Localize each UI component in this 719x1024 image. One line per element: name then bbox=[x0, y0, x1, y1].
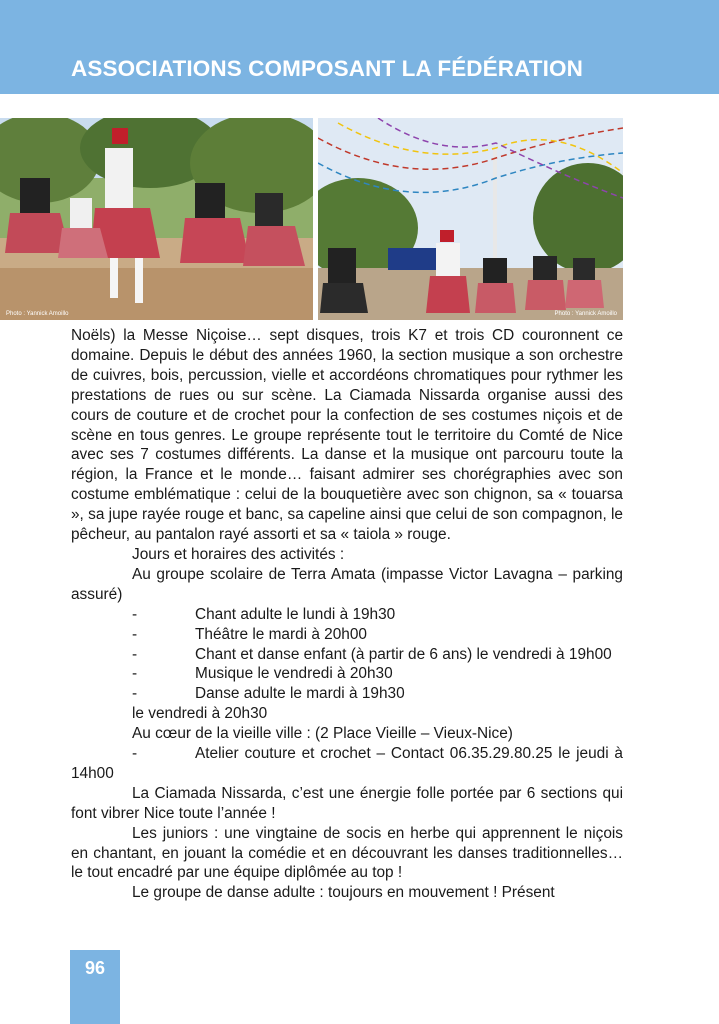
page-number-box bbox=[70, 950, 120, 1024]
list-item bbox=[71, 645, 623, 665]
list-dash: - bbox=[132, 605, 138, 623]
paragraph: Les juniors : une vingtaine de socis en herbe qui apprennent le niçois en chantant, en jouant la comédie et en découvrant les danses traditionnelles… le tout encadré par une équipe diplômée au top ! bbox=[71, 824, 623, 882]
location-vieux-nice: Au cœur de la vieille ville : (2 Place Vieille – Vieux-Nice) bbox=[132, 725, 513, 743]
page-header bbox=[0, 0, 719, 94]
location-terra-amata: Au groupe scolaire de Terra Amata (impasse Victor Lavagna – parking assuré) bbox=[71, 565, 623, 603]
list-item-text: Atelier couture et crochet – Contact 06.35.29.80.25 le jeudi à 14h00 bbox=[71, 745, 623, 782]
dancers-photo bbox=[0, 118, 313, 320]
list-item bbox=[71, 664, 623, 684]
list-item-continuation: le vendredi à 20h30 bbox=[132, 705, 268, 723]
list-dash: - bbox=[132, 625, 138, 643]
photo-credit: Photo : Yannick Amoillo bbox=[554, 311, 617, 317]
list-item bbox=[71, 744, 623, 784]
list-item-text: Théâtre le mardi à 20h00 bbox=[195, 625, 367, 643]
list-item bbox=[71, 684, 623, 704]
dancers-photo-image bbox=[0, 118, 313, 320]
activities-heading: Jours et horaires des activités : bbox=[132, 545, 345, 563]
list-item bbox=[71, 605, 623, 625]
list-item-text: Chant adulte le lundi à 19h30 bbox=[195, 605, 396, 623]
list-dash: - bbox=[132, 745, 138, 763]
list-item-text: Musique le vendredi à 20h30 bbox=[195, 665, 393, 683]
page-number: 96 bbox=[84, 958, 106, 978]
article-body bbox=[71, 326, 623, 903]
list-dash: - bbox=[132, 645, 138, 663]
list-dash: - bbox=[132, 665, 138, 683]
list-item-text: Chant et danse enfant (à partir de 6 ans) le vendredi à 19h00 bbox=[195, 645, 612, 663]
festival-flags-photo-image bbox=[318, 118, 623, 320]
page-title: ASSOCIATIONS COMPOSANT LA FÉDÉRATION bbox=[71, 56, 583, 81]
paragraph: Le groupe de danse adulte : toujours en mouvement ! Présent bbox=[132, 884, 555, 902]
festival-flags-photo bbox=[318, 118, 623, 320]
paragraph: Noëls) la Messe Niçoise… sept disques, trois K7 et trois CD couronnent ce domaine. Depuis le début des années 1960, la section musique a son orchestre de cuivres, bois, percussion, vielle et accordéons chromatiques pour rythmer les prestations de rues ou sur scène. La Ciamada Nissarda organise aussi des cours de couture et de crochet pour la confection de ses costumes niçois et de scène en tous genres. Le groupe représente tout le territoire du Comté de Nice avec ses 7 costumes différents. La danse et la musique ont parcouru toute la région, la France et le monde… faisant admirer ses chorégraphies avec son costume emblématique : celui de la bouquetière avec son chignon, sa « touarsa », sa jupe rayée rouge et banc, sa capeline ainsi que celui de son compagnon, le pêcheur, au pantalon rayé assorti et sa « taiola » rouge. bbox=[71, 327, 623, 544]
list-item-text: Danse adulte le mardi à 19h30 bbox=[195, 685, 405, 703]
list-item bbox=[71, 625, 623, 645]
list-dash: - bbox=[132, 685, 138, 703]
photo-credit: Photo : Yannick Amoillo bbox=[6, 311, 69, 317]
paragraph: La Ciamada Nissarda, c’est une énergie folle portée par 6 sections qui font vibrer Nice toute l’année ! bbox=[71, 784, 623, 822]
